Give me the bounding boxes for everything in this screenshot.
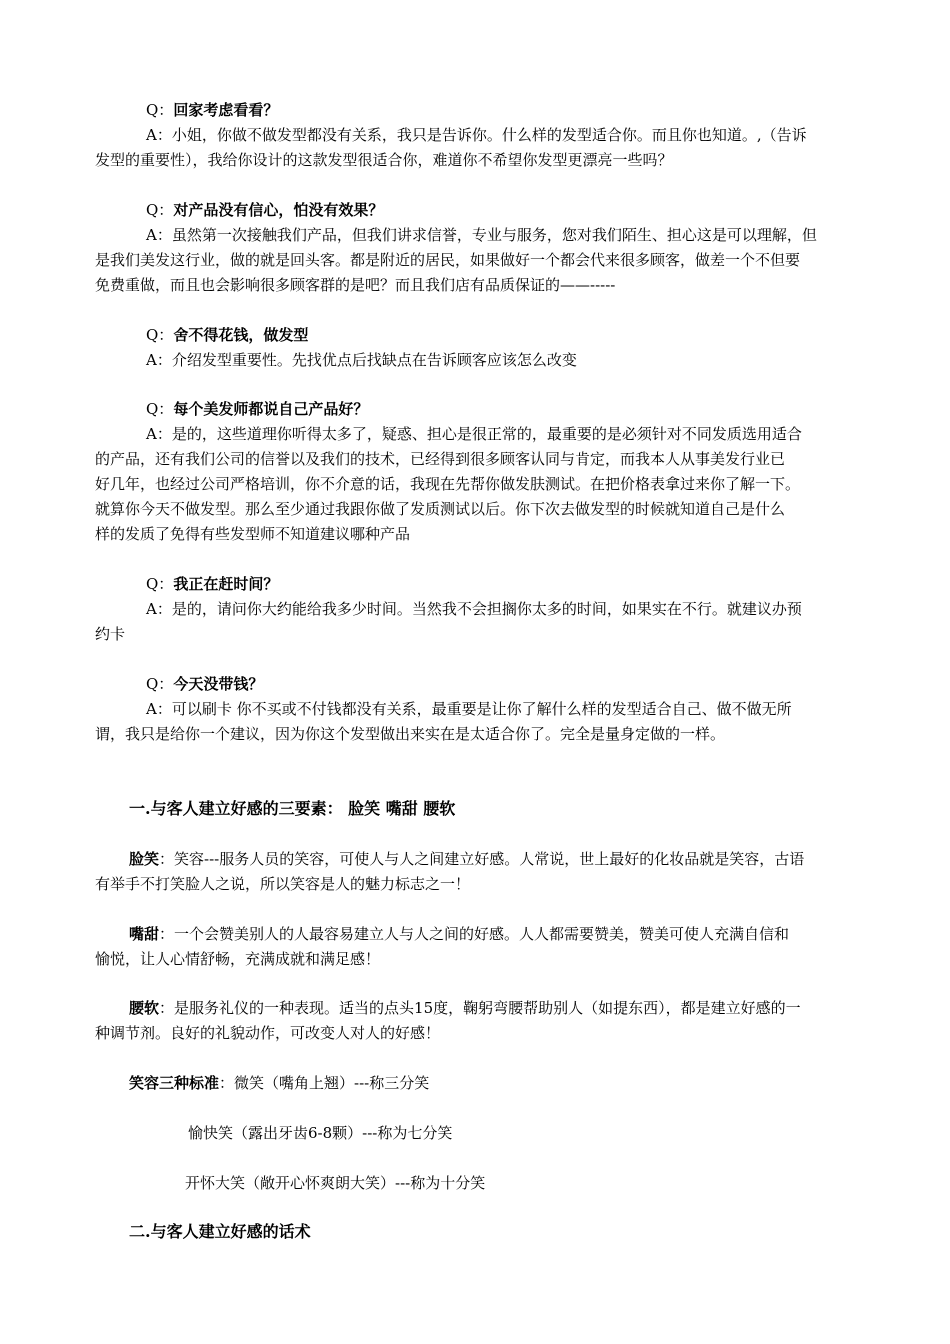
paragraph-line: 有举手不打笑脸人之说，所以笑容是人的魅力标志之一！ xyxy=(95,875,471,893)
q-prefix: Q： xyxy=(146,201,174,219)
answer-line: 约卡 xyxy=(95,625,126,643)
q-text: 每个美发师都说自己产品好？ xyxy=(173,400,369,418)
q-prefix: Q： xyxy=(146,675,174,693)
element-label: 嘴甜 xyxy=(129,925,160,943)
paragraph-text: 笑容---服务人员的笑容，可使人与人之间建立好感。人常说，世上最好的化妆品就是笑容，古语 xyxy=(174,850,805,868)
answer-line: 好几年，也经过公司严格培训，你不介意的话，我现在先帮你做发肤测试。在把价格表拿过来你了解一下。 xyxy=(95,475,801,493)
paragraph-line: 种调节剂。良好的礼貌动作，可改变人对人的好感！ xyxy=(95,1024,441,1042)
q-text: 回家考虑看看？ xyxy=(173,101,279,119)
answer-line: 的产品，还有我们公司的信誉以及我们的技术，已经得到很多顾客认同与肯定，而我本人从事美发行业已 xyxy=(95,450,786,468)
answer-line: A：虽然第一次接触我们产品，但我们讲求信誉，专业与服务，您对我们陌生、担心这是可以理解，但 xyxy=(146,226,817,244)
answer-line: A：介绍发型重要性。先找优点后找缺点在告诉顾客应该怎么改变 xyxy=(146,351,577,369)
section-heading: 二.与客人建立好感的话术 xyxy=(129,1222,311,1241)
label-colon: ： xyxy=(159,999,175,1017)
q-text: 今天没带钱？ xyxy=(173,675,264,693)
smile-standards xyxy=(129,1073,429,1093)
q-text: 舍不得花钱，做发型 xyxy=(173,326,309,344)
paragraph-text: 是服务礼仪的一种表现。适当的点头15度，鞠躬弯腰帮助别人（如提东西），都是建立好感的一 xyxy=(174,999,801,1017)
answer-line: 谓，我只是给你一个建议，因为你这个发型做出来实在是太适合你了。完全是量身定做的一样。 xyxy=(95,725,726,743)
q-prefix: Q： xyxy=(146,326,174,344)
qa-question xyxy=(146,200,383,220)
q-prefix: Q： xyxy=(146,101,174,119)
answer-line: 样的发质了免得有些发型师不知道建议哪种产品 xyxy=(95,525,411,543)
qa-question xyxy=(146,399,368,419)
q-prefix: Q： xyxy=(146,575,174,593)
qa-question xyxy=(146,674,263,694)
element-label: 脸笑 xyxy=(129,850,160,868)
label-colon: ： xyxy=(159,925,175,943)
element-paragraph xyxy=(129,998,801,1018)
standards-label: 笑容三种标准 xyxy=(129,1074,220,1092)
answer-line: 发型的重要性），我给你设计的这款发型很适合你，难道你不希望你发型更漂亮一些吗？ xyxy=(95,151,673,169)
label-colon: ： xyxy=(219,1074,235,1092)
paragraph-line: 愉悦，让人心情舒畅，充满成就和满足感！ xyxy=(95,950,381,968)
label-colon: ： xyxy=(159,850,175,868)
qa-question xyxy=(146,574,278,594)
q-text: 对产品没有信心，怕没有效果？ xyxy=(173,201,384,219)
paragraph-text: 一个会赞美别人的人最容易建立人与人之间的好感。人人都需要赞美，赞美可使人充满自信和 xyxy=(174,925,790,943)
qa-question xyxy=(146,100,278,120)
section-heading: 一.与客人建立好感的三要素： 脸笑 嘴甜 腰软 xyxy=(129,799,456,818)
q-text: 我正在赶时间？ xyxy=(173,575,279,593)
standard-item: 愉快笑（露出牙齿6-8颗）---称为七分笑 xyxy=(188,1124,453,1142)
qa-question xyxy=(146,325,308,345)
element-paragraph xyxy=(129,924,789,944)
answer-line: A：是的，请问你大约能给我多少时间。当然我不会担搁你太多的时间，如果实在不行。就建议办预 xyxy=(146,600,802,618)
answer-line: 就算你今天不做发型。那么至少通过我跟你做了发质测试以后。你下次去做发型的时候就知道自己是什么 xyxy=(95,500,786,518)
element-paragraph xyxy=(129,849,804,869)
answer-line: A：小姐，你做不做发型都没有关系，我只是告诉你。什么样的发型适合你。而且你也知道。,（告诉 xyxy=(146,126,807,144)
element-label: 腰软 xyxy=(129,999,160,1017)
q-prefix: Q： xyxy=(146,400,174,418)
standard-item: 微笑（嘴角上翘）---称三分笑 xyxy=(234,1074,430,1092)
standard-item: 开怀大笑（敞开心怀爽朗大笑）---称为十分笑 xyxy=(185,1174,486,1192)
answer-line: 免费重做，而且也会影响很多顾客群的是吧？而且我们店有品质保证的——----- xyxy=(95,276,616,294)
answer-line: A：是的，这些道理你听得太多了，疑惑、担心是很正常的，最重要的是必须针对不同发质选用适合 xyxy=(146,425,802,443)
answer-line: 是我们美发这行业，做的就是回头客。都是附近的居民，如果做好一个都会代来很多顾客，做差一个不但要 xyxy=(95,251,801,269)
answer-line: A：可以刷卡 你不买或不付钱都没有关系，最重要是让你了解什么样的发型适合自己、做不做无所 xyxy=(146,700,792,718)
